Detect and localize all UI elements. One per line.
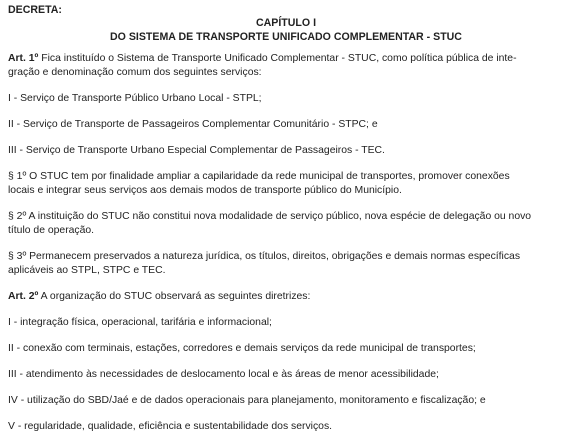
art1-paragraph-2: [8, 210, 564, 238]
art2-item-2: II - conexão com terminais, estações, corredores e demais serviços da rede municipal de transportes;: [8, 343, 476, 354]
art2-text: A organização do STUC observará as seguintes diretrizes:: [38, 291, 311, 302]
art1-item-3: III - Serviço de Transporte Urbano Especial Complementar de Passageiros - TEC.: [8, 145, 385, 156]
art1-text-line2: gração e denominação comum dos seguintes serviços:: [8, 67, 262, 78]
art1-paragraph-1: [8, 170, 564, 198]
art1-label: Art. 1º: [8, 53, 39, 64]
art1-p3-line2: aplicáveis ao STPL, STPC e TEC.: [8, 265, 166, 276]
art1-p1-line2: locais e integrar seus serviços aos demais modos de transporte público do Município.: [8, 185, 402, 196]
chapter-heading: CAPÍTULO I: [255, 17, 317, 29]
art2-label: Art. 2º: [8, 291, 39, 302]
art1-p2-line1: § 2º A instituição do STUC não constitui nova modalidade de serviço público, nova espécie de delegação ou novo: [8, 211, 532, 222]
art2-item-4: IV - utilização do SBD/Jaé e de dados operacionais para planejamento, monitoramento e fiscalização; e: [8, 395, 486, 406]
art2-item-1: I - integração física, operacional, tarifária e informacional;: [8, 317, 272, 328]
art2-item-3: III - atendimento às necessidades de deslocamento local e às áreas de menor acessibilidade;: [8, 369, 439, 380]
art1-p1-line1: § 1º O STUC tem por finalidade ampliar a capilaridade da rede municipal de transportes, promover conexões: [8, 171, 510, 182]
art1-p3-line1: § 3º Permanecem preservados a natureza jurídica, os títulos, direitos, obrigações e demais normas específicas: [8, 251, 521, 262]
art1-item-1: I - Serviço de Transporte Público Urbano Local - STPL;: [8, 93, 262, 104]
art1-text-line1: Fica instituído o Sistema de Transporte Unificado Complementar - STUC, como política pública de inte-: [38, 53, 517, 64]
chapter-title: DO SISTEMA DE TRANSPORTE UNIFICADO COMPLEMENTAR - STUC: [110, 31, 462, 43]
decree-document: [8, 3, 564, 434]
art2-item-5: V - regularidade, qualidade, eficiência e sustentabilidade dos serviços.: [8, 421, 333, 432]
art1-item-2: II - Serviço de Transporte de Passageiros Complementar Comunitário - STPC; e: [8, 119, 378, 130]
art2-caput: [8, 290, 564, 304]
art1-caput: [8, 52, 564, 80]
art1-p2-line2: título de operação.: [8, 225, 95, 236]
art1-paragraph-3: [8, 250, 564, 278]
decreta-heading: DECRETA:: [8, 4, 62, 16]
